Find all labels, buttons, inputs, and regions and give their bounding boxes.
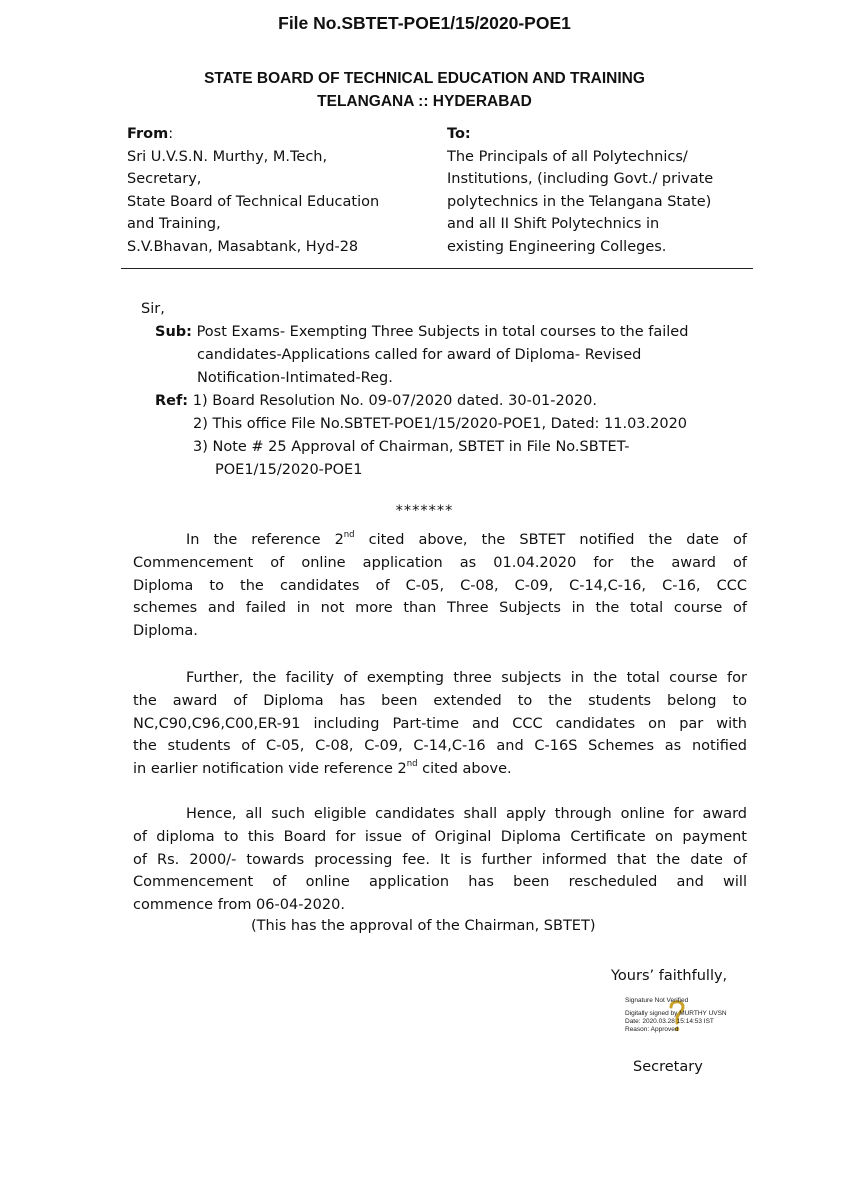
paragraph-3 [133,803,747,917]
reference-item: 1) Board Resolution No. 09-07/2020 dated. 30-01-2020. [192,393,598,409]
paragraph-line: Diploma to the candidates of C-05, C-08, C-09, C-14,C-16, C-16, CCC [133,577,747,594]
to-label: To: [447,126,471,142]
paragraph-1 [133,529,747,643]
stamp-line: Digitally signed by MURTHY UVSN [625,1010,727,1017]
stamp-line: Date: 2020.03.28 15:14:53 IST [625,1018,714,1025]
paragraph-line: of Rs. 2000/- towards processing fee. It is further informed that the date of [133,851,747,868]
from-line: State Board of Technical Education [127,193,380,210]
board-name: STATE BOARD OF TECHNICAL EDUCATION AND TRAINING [204,70,645,87]
subject-text: candidates-Applications called for award of Diploma- Revised [197,347,642,363]
from-line: Sri U.V.S.N. Murthy, M.Tech, [127,148,328,165]
from-line: S.V.Bhavan, Masabtank, Hyd-28 [127,238,359,255]
from-line: Secretary, [127,171,202,187]
to-line: existing Engineering Colleges. [447,238,667,255]
paragraph-line: the award of Diploma has been extended to the students belong to [133,692,747,709]
stamp-line: Signature Not Verified [625,997,689,1004]
from-label: From [127,126,169,142]
to-line: and all II Shift Polytechnics in [447,216,660,232]
subject-text: Post Exams- Exempting Three Subjects in total courses to the failed [196,324,689,340]
file-number: File No.SBTET-POE1/15/2020-POE1 [278,13,571,33]
subject-label: Sub: [155,324,192,340]
digital-signature-stamp [617,996,742,1038]
paragraph-line: the students of C-05, C-08, C-09, C-14,C-16 and C-16S Schemes as notified [133,738,747,755]
paragraph-line: Hence, all such eligible candidates shall apply through online for award [186,806,747,822]
paragraph-line: Diploma. [133,623,198,640]
paragraph-line: in earlier notification vide reference 2nd cited above. [133,759,512,778]
from-colon: : [168,126,174,142]
paragraph-line: Commencement of online application as 01.04.2020 for the award of [133,554,747,571]
reference-line [155,390,597,413]
from-line: and Training, [127,216,221,232]
to-block [447,123,713,258]
paragraph-2 [133,667,747,781]
from-heading [127,123,379,146]
subject-text: Notification-Intimated-Reg. [197,370,393,386]
subject-line [155,321,688,344]
paragraph-line: Commencement of online application has been rescheduled and will [133,874,747,891]
reference-item: POE1/15/2020-POE1 [215,462,363,478]
separator: ******* [395,503,454,519]
to-line: Institutions, (including Govt./ private [447,171,714,187]
salutation: Sir, [141,301,165,317]
reference-item: 2) This office File No.SBTET-POE1/15/2020-POE1, Dated: 11.03.2020 [193,416,688,432]
paragraph-line: of diploma to this Board for issue of Original Diploma Certificate on payment [133,828,747,845]
paragraph-line: commence from 06-04-2020. [133,897,345,914]
reference-item: 3) Note # 25 Approval of Chairman, SBTET in File No.SBTET- [193,439,630,455]
to-line: polytechnics in the Telangana State) [447,193,712,210]
paragraph-line: Further, the facility of exempting three subjects in the total course for [186,670,747,686]
closing: Yours’ faithfully, [611,968,728,984]
paragraph-line: In the reference 2nd cited above, the SBTET notified the date of [186,530,747,548]
paragraph-line: NC,C90,C96,C00,ER-91 including Part-time and CCC candidates on par with [133,715,747,732]
designation: Secretary [633,1059,703,1075]
reference-label: Ref: [155,393,189,409]
approval-note: (This has the approval of the Chairman, SBTET) [251,918,596,934]
paragraph-line: schemes and failed in not more than Three Subjects in the total course of [133,600,747,617]
from-block [127,123,379,258]
board-location: TELANGANA :: HYDERABAD [317,93,532,110]
to-line: The Principals of all Polytechnics/ [447,148,688,165]
header-divider [121,268,753,269]
stamp-line: Reason: Approved [625,1026,679,1033]
